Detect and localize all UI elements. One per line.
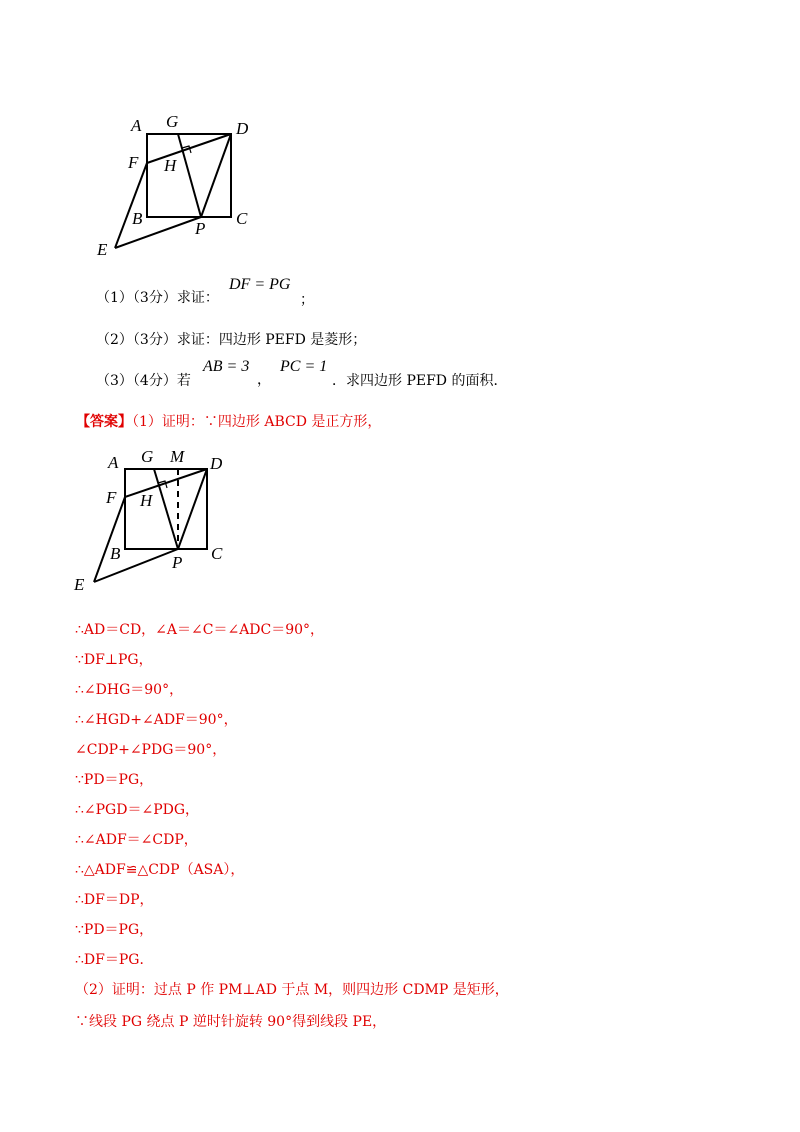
label-f-2: F xyxy=(106,488,117,507)
answer-intro: （1）证明：∵四边形 ABCD 是正方形， xyxy=(132,414,382,430)
segment-fe xyxy=(115,163,147,248)
label-p-2: P xyxy=(172,553,183,572)
part2-line-2: ∵线段 PG 绕点 P 逆时针旋转 90°得到线段 PE， xyxy=(75,1014,387,1030)
proof-line-7: ∴∠PGD＝∠PDG， xyxy=(75,802,200,818)
label-h-2: H xyxy=(140,491,153,510)
proof-line-2: ∵DF⊥PG， xyxy=(75,652,153,668)
label-c-2: C xyxy=(211,544,223,563)
segment-fe-2 xyxy=(94,497,125,582)
answer-tag: 【答案】 xyxy=(76,414,132,430)
question-3-math-ab: AB = 3 xyxy=(203,358,250,375)
label-m-2: M xyxy=(170,447,185,466)
label-b-2: B xyxy=(110,544,121,563)
proof-line-10: ∴DF＝DP， xyxy=(75,892,154,908)
label-f: F xyxy=(128,153,139,172)
question-3-math-pc: PC = 1 xyxy=(280,358,328,375)
proof-line-1: ∴AD＝CD，∠A＝∠C＝∠ADC＝90°， xyxy=(75,622,325,638)
proof-line-3: ∴∠DHG＝90°， xyxy=(75,682,184,698)
figure-1 xyxy=(0,0,800,270)
label-a-2: A xyxy=(108,453,119,472)
segment-dp-2 xyxy=(178,469,207,549)
segment-dp xyxy=(201,134,231,217)
label-d: D xyxy=(236,119,249,138)
proof-line-4: ∴∠HGD+∠ADF＝90°， xyxy=(75,712,238,728)
proof-line-11: ∵PD＝PG， xyxy=(75,922,154,938)
label-c: C xyxy=(236,209,248,228)
segment-ep-2 xyxy=(94,549,178,582)
label-p: P xyxy=(195,219,206,238)
label-a: A xyxy=(131,116,142,135)
proof-line-9: ∴△ADF≌△CDP（ASA）， xyxy=(75,862,245,878)
question-2: （2）（3分）求证：四边形 PEFD 是菱形； xyxy=(96,332,367,348)
proof-line-6: ∵PD＝PG， xyxy=(75,772,154,788)
label-e: E xyxy=(97,240,108,259)
segment-ep xyxy=(115,217,201,248)
part2-line-1: （2）证明：过点 P 作 PM⊥AD 于点 M，则四边形 CDMP 是矩形， xyxy=(75,982,509,998)
label-g-2: G xyxy=(141,447,154,466)
question-3-comma: ， xyxy=(257,372,271,388)
label-d-2: D xyxy=(210,454,223,473)
question-3-prefix: （3）（4分）若 xyxy=(96,373,191,389)
proof-line-8: ∴∠ADF＝∠CDP， xyxy=(75,832,198,848)
label-b: B xyxy=(132,209,143,228)
figure-2 xyxy=(0,440,800,600)
segment-fd xyxy=(147,134,231,163)
question-1-suffix: ； xyxy=(300,292,314,308)
question-3-suffix: ．求四边形 PEFD 的面积． xyxy=(332,373,508,389)
proof-line-12: ∴DF＝PG． xyxy=(75,952,154,968)
question-1-math: DF = PG xyxy=(229,276,291,293)
answer-header xyxy=(76,412,381,432)
label-g: G xyxy=(166,112,179,131)
label-h: H xyxy=(164,156,177,175)
label-e-2: E xyxy=(74,575,85,594)
question-1-prefix: （1）（3分）求证： xyxy=(96,290,219,306)
proof-line-5: ∠CDP+∠PDG＝90°， xyxy=(75,742,227,758)
